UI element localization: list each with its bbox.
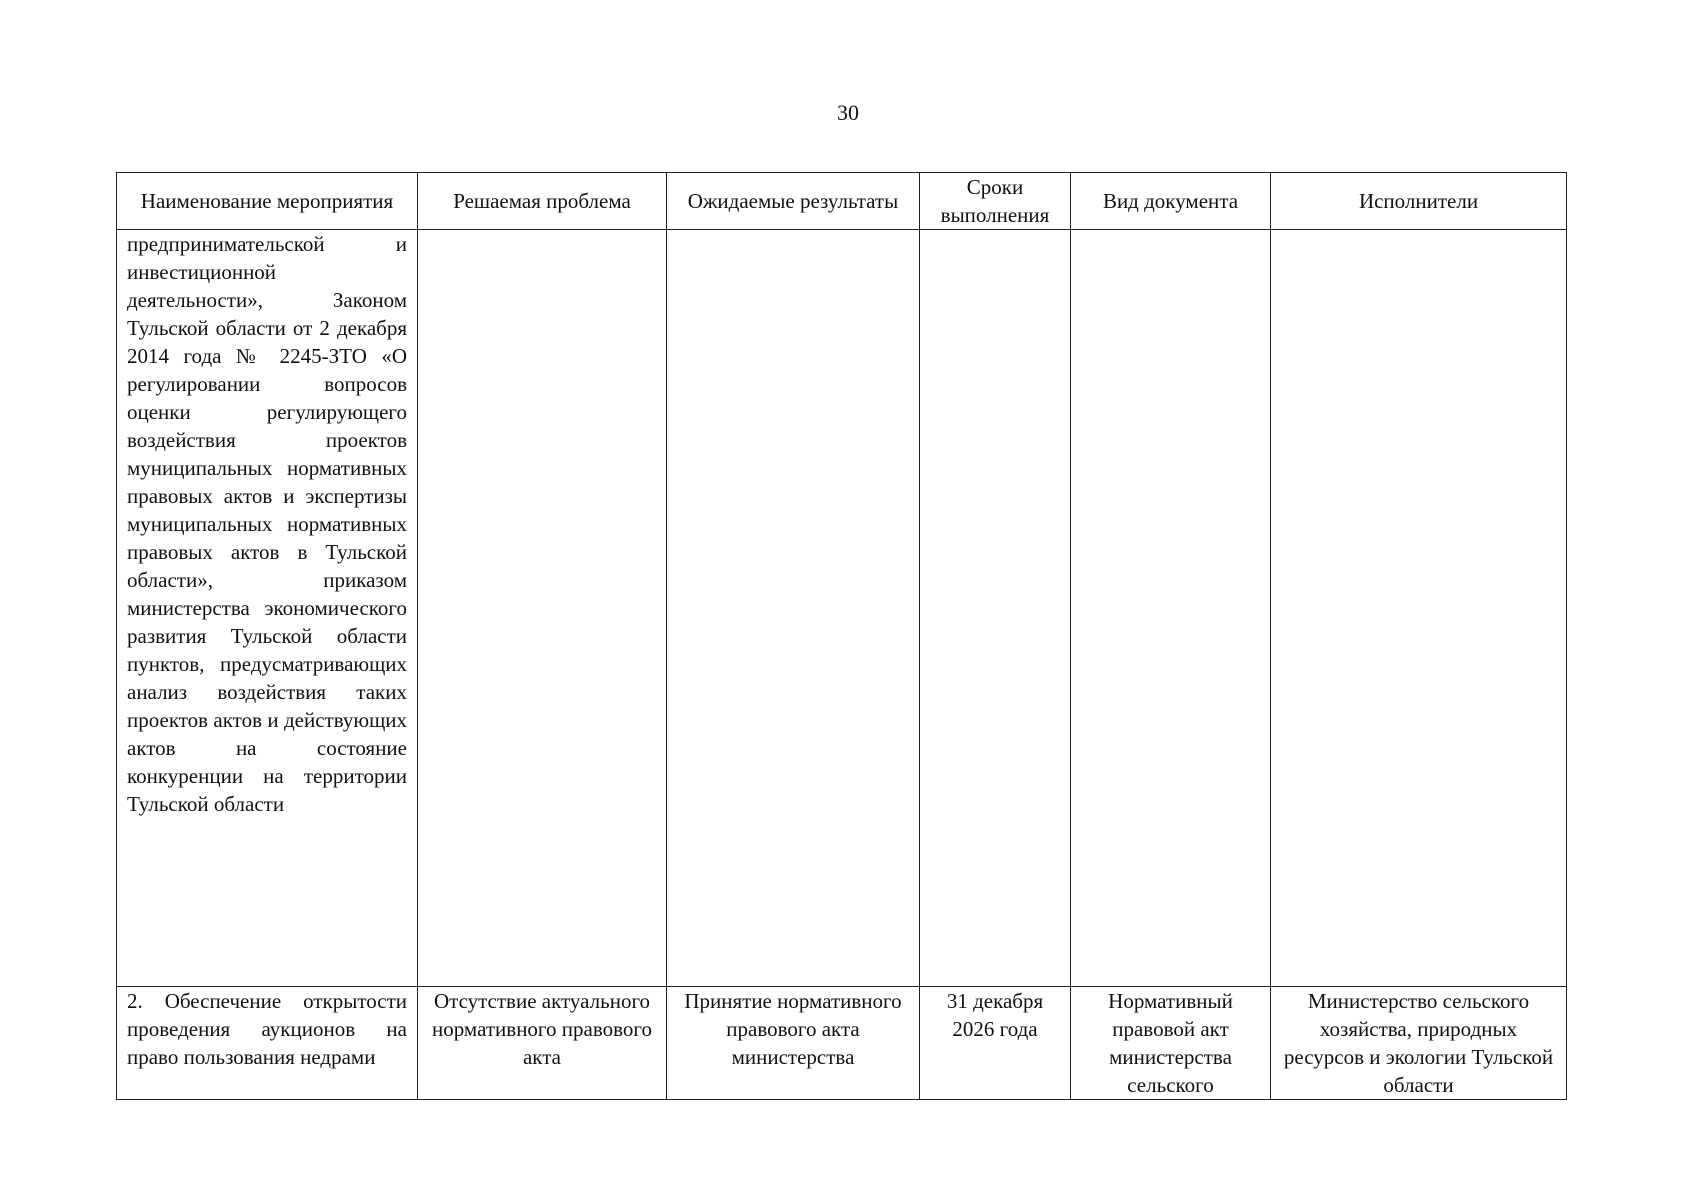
header-expected-results: Ожидаемые результаты <box>667 173 920 230</box>
cell-problem: Отсутствие актуального нормативного правового акта <box>418 987 667 1100</box>
cell-deadline: 31 декабря 2026 года <box>920 987 1071 1100</box>
cell-document-type <box>1071 230 1271 987</box>
cell-measure-name: предпринимательской и инвестиционной деятельности», Законом Тульской области от 2 декабря 2014 года № 2245-ЗТО «О регулировании вопросов оценки регулирующего воздействия проектов муниципальных нормативных правовых актов и экспертизы муниципальных нормативных правовых актов в Тульской области», приказом министерства экономического развития Тульской области пунктов, предусматривающих анализ воздействия таких проектов актов и действующих актов на состояние конкуренции на территории Тульской области <box>117 230 418 987</box>
header-measure-name: Наименование мероприятия <box>117 173 418 230</box>
header-document-type: Вид документа <box>1071 173 1271 230</box>
cell-executors <box>1271 230 1567 987</box>
header-problem: Решаемая проблема <box>418 173 667 230</box>
cell-problem <box>418 230 667 987</box>
cell-expected-results: Принятие нормативного правового акта министерства <box>667 987 920 1100</box>
cell-expected-results <box>667 230 920 987</box>
table-header-row <box>117 173 1567 230</box>
cell-document-type: Нормативный правовой акт министерства сельского <box>1071 987 1271 1100</box>
cell-executors: Министерство сельского хозяйства, природных ресурсов и экологии Тульской области <box>1271 987 1567 1100</box>
header-executors: Исполнители <box>1271 173 1567 230</box>
table-row <box>117 987 1567 1100</box>
cell-measure-name: 2. Обеспечение открытости проведения аукционов на право пользования недрами <box>117 987 418 1100</box>
cell-deadline <box>920 230 1071 987</box>
page-number: 30 <box>837 100 859 125</box>
table-row <box>117 230 1567 987</box>
measures-table <box>116 172 1567 1100</box>
header-deadline: Сроки выполнения <box>920 173 1071 230</box>
